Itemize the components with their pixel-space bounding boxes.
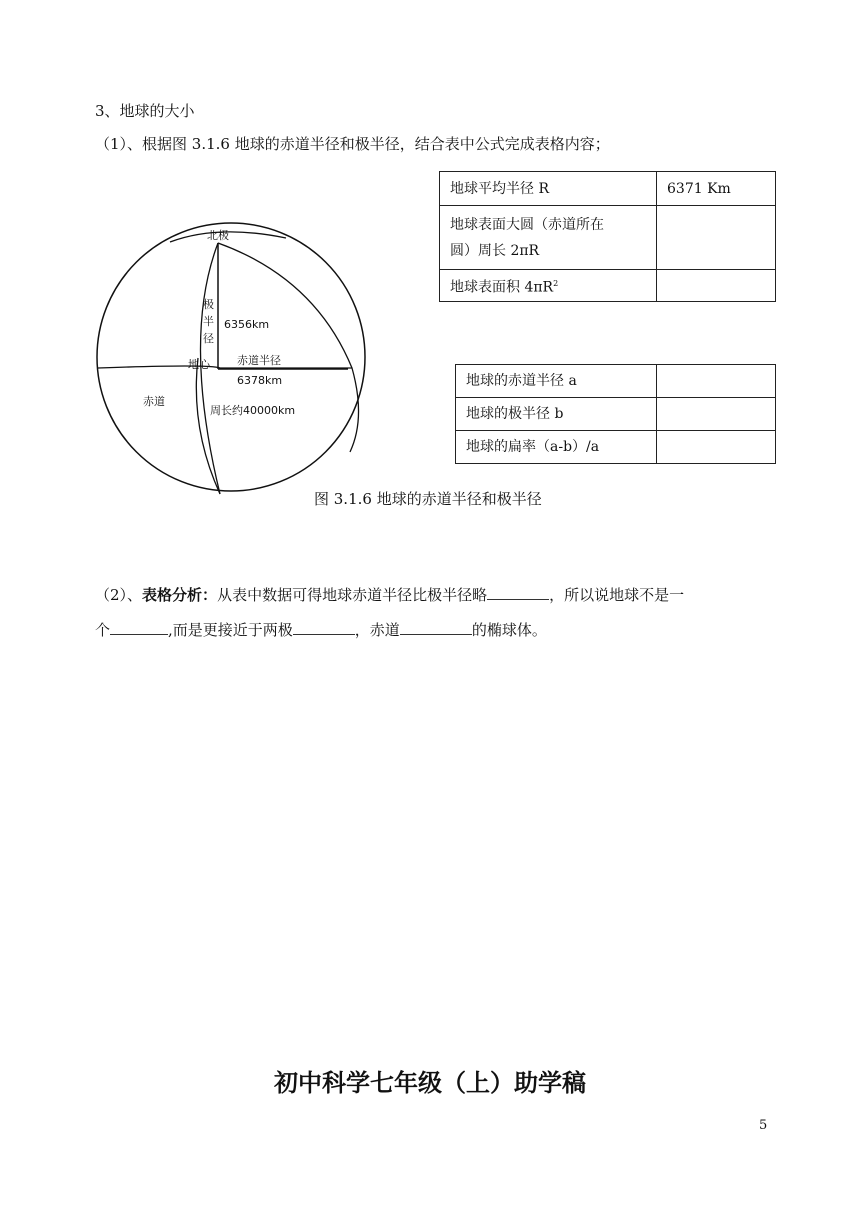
analysis-text: 从表中数据可得地球赤道半径比极半径略 — [217, 586, 488, 604]
label-polar-1: 极 — [203, 298, 214, 311]
flattening-table — [455, 364, 776, 464]
analysis-text: 个 — [95, 621, 111, 639]
table-cell-input[interactable] — [657, 206, 776, 270]
page-number: 5 — [759, 1118, 768, 1133]
fill-blank[interactable] — [487, 585, 549, 600]
table-row — [440, 172, 776, 206]
table-cell-label: 地球的极半径 b — [456, 398, 657, 431]
instruction-text: （1）、根据图 3.1.6 地球的赤道半径和极半径，结合表中公式完成表格内容； — [95, 135, 610, 153]
analysis-text: ，所以说地球不是一 — [549, 586, 685, 604]
earth-diagram — [90, 218, 380, 503]
cell-text: 地球表面积 4πR — [450, 279, 554, 296]
table-cell-label: 地球平均半径 R — [440, 172, 657, 206]
table-row — [456, 365, 776, 398]
figure-caption: 图 3.1.6 地球的赤道半径和极半径 — [314, 490, 542, 508]
label-equator: 赤道 — [143, 395, 165, 408]
analysis-line-1 — [95, 584, 684, 605]
table-cell-value: 6371 Km — [657, 172, 776, 206]
label-north-pole: 北极 — [207, 229, 229, 242]
cell-line: 地球表面大圆（赤道所在 — [450, 216, 604, 233]
label-center: 地心 — [188, 358, 210, 371]
fill-blank[interactable] — [110, 620, 168, 635]
meridian-right — [218, 243, 359, 452]
table-row — [456, 398, 776, 431]
meridian-front — [196, 358, 220, 494]
label-polar-3: 径 — [203, 332, 214, 345]
label-equator-radius: 赤道半径 — [237, 354, 281, 367]
equator-line — [98, 366, 352, 368]
analysis-label: 表格分析： — [142, 586, 218, 604]
table-cell-input[interactable] — [657, 365, 776, 398]
label-equator-value: 6378km — [237, 374, 283, 387]
footer-title: 初中科学七年级（上）助学稿 — [274, 1068, 586, 1097]
label-polar-2: 半 — [203, 315, 214, 328]
cell-line: 圆）周长 2πR — [450, 242, 540, 259]
table-row — [440, 270, 776, 302]
table-cell-label: 地球的扁率（a-b）/a — [456, 431, 657, 464]
table-cell-input[interactable] — [657, 398, 776, 431]
analysis-text: 的椭球体。 — [471, 621, 547, 639]
section-heading: 3、地球的大小 — [95, 102, 195, 120]
table-cell-input[interactable] — [657, 270, 776, 302]
fill-blank[interactable] — [293, 620, 355, 635]
table-cell-input[interactable] — [657, 431, 776, 464]
table-row — [456, 431, 776, 464]
earth-size-table — [439, 171, 776, 302]
earth-outline — [97, 223, 365, 491]
table-cell-label — [440, 206, 657, 270]
analysis-text: ,而是更接近于两极 — [168, 621, 293, 639]
table-cell-label: 地球的赤道半径 a — [456, 365, 657, 398]
table-cell-label — [440, 270, 657, 302]
analysis-line-2 — [95, 619, 547, 640]
label-circumference: 周长约40000km — [210, 404, 296, 417]
superscript: 2 — [553, 278, 559, 288]
fill-blank[interactable] — [400, 620, 472, 635]
label-polar-value: 6356km — [224, 318, 270, 331]
analysis-prefix: （2）、 — [95, 586, 143, 604]
analysis-text: ，赤道 — [354, 621, 400, 639]
table-row — [440, 206, 776, 270]
